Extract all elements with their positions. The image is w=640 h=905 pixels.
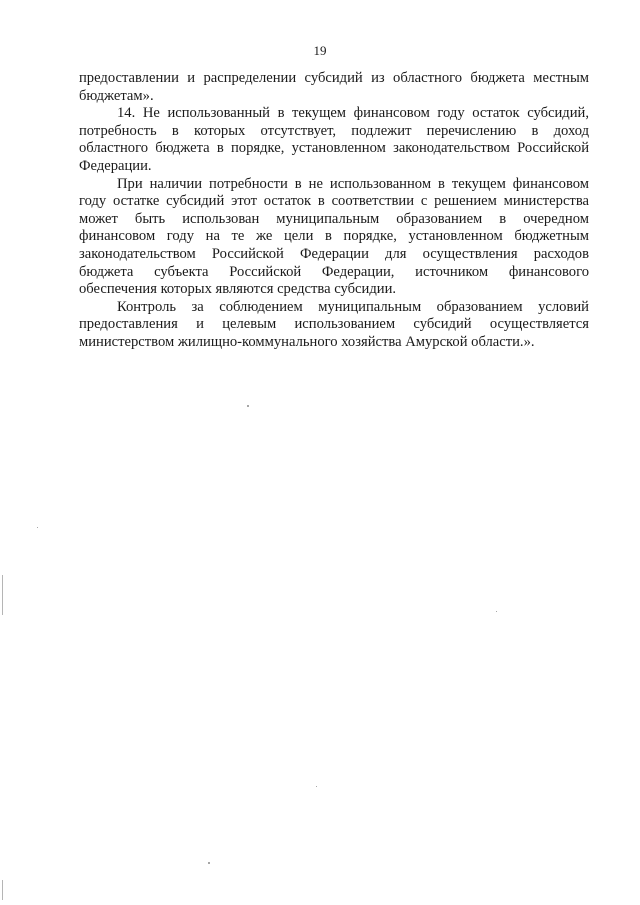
- scan-speck: [496, 611, 497, 612]
- text-line: 14. Не использованный в текущем финансовом году остаток субсидий,: [117, 105, 589, 122]
- scan-speck: [208, 862, 210, 864]
- page-number: 19: [313, 43, 327, 58]
- paragraph-remaining-balance: [79, 176, 589, 299]
- scan-speck: [247, 405, 249, 407]
- text-line: финансовом году на те же цели в порядке, установленном бюджетным: [79, 228, 589, 245]
- text-line: областного бюджета в порядке, установленном законодательством Российской: [79, 140, 589, 157]
- text-line: предоставлении и распределении субсидий из областного бюджета местным: [79, 70, 589, 86]
- text-line: может быть использован муниципальным образованием в очередном: [79, 210, 589, 227]
- paragraph-continuation: [79, 70, 589, 105]
- paragraph-item-14: [79, 105, 589, 175]
- paragraph-control: [79, 299, 589, 352]
- text-line: потребность в которых отсутствует, подлежит перечислению в доход: [79, 122, 589, 139]
- scan-edge-mark: [2, 575, 3, 615]
- text-line: предоставления и целевым использованием субсидий осуществляется: [79, 316, 589, 333]
- scan-edge-mark: [2, 880, 3, 900]
- text-line: бюджетам».: [79, 87, 154, 104]
- scan-speck: [316, 786, 317, 787]
- text-line: министерством жилищно-коммунального хозяйства Амурской области.».: [79, 333, 535, 350]
- text-line: году остатке субсидий этот остаток в соответствии с решением министерства: [79, 193, 589, 210]
- document-body: [79, 70, 589, 352]
- text-line: Федерации.: [79, 157, 152, 174]
- text-line: обеспечения которых являются средства субсидии.: [79, 281, 397, 298]
- text-line: При наличии потребности в не использованном в текущем финансовом: [117, 175, 589, 192]
- text-line: законодательством Российской Федерации для осуществления расходов: [79, 245, 589, 262]
- text-line: бюджета субъекта Российской Федерации, источником финансового: [79, 263, 589, 280]
- text-line: Контроль за соблюдением муниципальным образованием условий: [117, 298, 589, 315]
- scan-speck: [37, 527, 38, 528]
